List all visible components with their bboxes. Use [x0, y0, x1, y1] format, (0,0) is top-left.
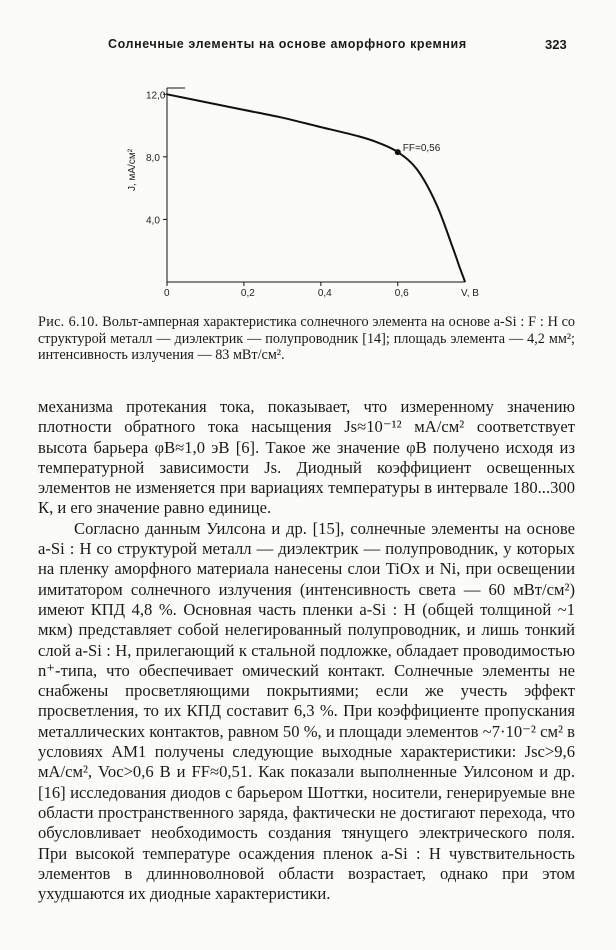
paragraph-1: механизма протекания тока, показывает, что измеренному значению плотности обратного тока насыщения Js≈10⁻¹² мА/см² соответствует высота барьера φB≈1,0 эВ [6]. Такое же значение φB получено исходя из температурной зависимости Js. Диодный коэффициент освещенных элементов не изменяется при вариациях температуры в интервале 180...300 К, и его значение равно единице.: [38, 397, 575, 518]
x-tick-label: 0,6: [394, 288, 409, 299]
x-tick-label: 0,2: [240, 288, 255, 299]
jv-figure: [110, 70, 510, 300]
caption-text: Вольт-амперная характеристика солнечного элемента на основе a-Si : F : H со структурой металл — диэлектрик — полупроводник [14]; площадь элемента — 4,2 мм²; интенсивность излучения — 83 мВт/см².: [38, 314, 575, 363]
ff-point: [395, 149, 401, 155]
jv-curve: [167, 94, 465, 282]
caption-prefix: Рис. 6.10.: [38, 314, 99, 330]
ff-annotation: FF=0,56: [402, 143, 441, 155]
x-tick-label: 0,4: [317, 288, 332, 299]
jv-chart: [110, 70, 510, 300]
page-header: [0, 37, 616, 57]
running-title: Солнечные элементы на основе аморфного кремния: [108, 37, 467, 51]
y-tick-label: 4,0: [146, 215, 160, 227]
y-tick-label: 12,0: [146, 90, 166, 102]
paragraph-2: Согласно данным Уилсона и др. [15], солнечные элементы на основе a-Si : H со структурой металл — диэлектрик — полупроводник, у которых на пленку аморфного материала нанесены слои TiOx и Ni, при освещении имитатором солнечного излучения (интенсивность света — 60 мВт/см²) имеют КПД 4,8 %. Основная часть пленки a-Si : H (общей толщиной ~1 мкм) представляет собой нелегированный полупроводник, и лишь тонкий слой a-Si : H, прилегающий к стальной подложке, обладает проводимостью n⁺-типа, что обеспечивает омический контакт. Солнечные элементы не снабжены просветляющими покрытиями; если же учесть эффект просветления, то их КПД составит 6,3 %. При коэффициенте пропускания металлических контактов, равном 50 %, и площади элементов ~7·10⁻² см² в условиях AM1 получены следующие выходные характеристики: Jsc>9,6 мА/см², Voc>0,6 В и FF≈0,51. Как показали выполненные Уилсоном и др. [16] исследования диодов с барьером Шоттки, носители, генерируемые вне области пространственного заряда, фактически не достигают перехода, что обусловливает необходимость создания тянущего электрического поля. При высокой температуре осаждения пленок a-Si : H чувствительность элементов в длинноволновой области возрастает, однако при этом ухудшаются их диодные характеристики.: [38, 518, 575, 904]
page-number: 323: [545, 37, 567, 52]
chart-ticks: [146, 90, 409, 299]
figure-caption: [38, 314, 575, 364]
y-tick-label: 8,0: [146, 152, 160, 164]
x-axis-label: V, В: [461, 288, 479, 299]
body-text: [38, 397, 575, 904]
chart-frame: [167, 88, 465, 282]
y-axis-label: J, мА/см²: [127, 148, 138, 192]
x-tick-label: 0: [164, 288, 170, 299]
